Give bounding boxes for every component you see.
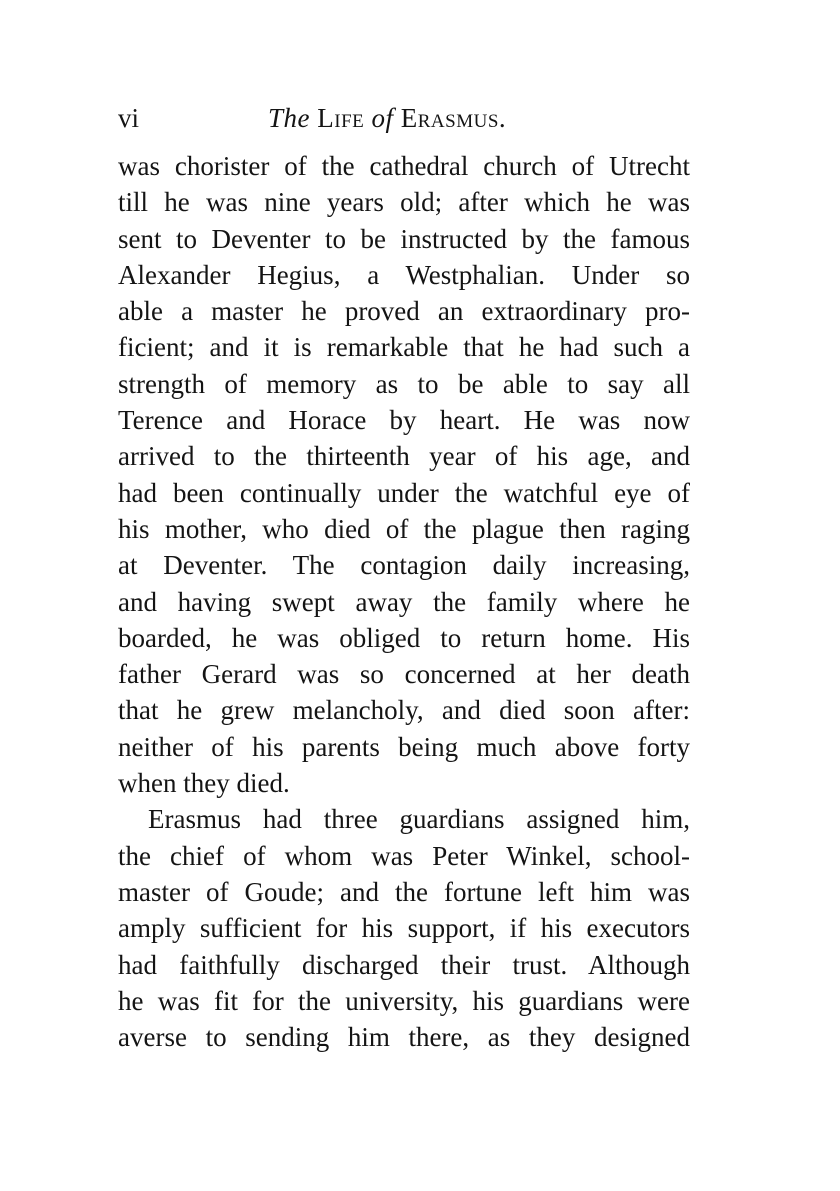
text-line: neither of his parents being much above forty (118, 731, 690, 762)
text-line: strength of memory as to be able to say all (118, 368, 690, 399)
paragraph-2 (118, 801, 690, 1055)
text-line: master of Goude; and the fortune left him was (118, 876, 690, 907)
text-line: at Deventer. The contagion daily increasing, (118, 550, 690, 581)
text-line: father Gerard was so concerned at her death (118, 659, 690, 690)
text-line: was chorister of the cathedral church of Utrecht (118, 151, 690, 181)
text-line: amply sufficient for his support, if his executors (118, 913, 690, 944)
text-line: he was fit for the university, his guardians were (118, 985, 690, 1016)
text-line: averse to sending him there, as they designed (118, 1022, 690, 1053)
text-line: had faithfully discharged their trust. Although (118, 949, 690, 980)
text-line: till he was nine years old; after which he was (118, 187, 690, 218)
text-line: arrived to the thirteenth year of his age, and (118, 441, 690, 472)
text-line: and having swept away the family where he (118, 586, 690, 617)
text-line: boarded, he was obliged to return home. His (118, 622, 690, 653)
text-line: had been continually under the watchful eye of (118, 477, 690, 508)
text-line: that he grew melancholy, and died soon after: (118, 695, 690, 726)
running-title-life: Life (317, 103, 365, 133)
text-line: Alexander Hegius, a Westphalian. Under so (118, 259, 690, 290)
text-line: Erasmus had three guardians assigned him, (148, 804, 690, 835)
page-header (118, 96, 698, 140)
text-line: the chief of whom was Peter Winkel, school- (118, 840, 690, 871)
text-line: ficient; and it is remarkable that he had such a (118, 332, 690, 363)
running-title (268, 96, 506, 140)
text-line: sent to Deventer to be instructed by the famous (118, 223, 690, 254)
running-title-of: of (371, 103, 394, 133)
text-line: Terence and Horace by heart. He was now (118, 405, 690, 436)
running-title-erasmus: Erasmus. (400, 103, 507, 133)
text-line: able a master he proved an extraordinary pro- (118, 296, 690, 327)
text-line: his mother, who died of the plague then raging (118, 513, 690, 544)
paragraph-1 (118, 148, 690, 801)
running-title-the: The (268, 103, 310, 133)
body-text (118, 148, 690, 1055)
text-line: when they died. (118, 768, 290, 799)
page-number: vi (118, 103, 140, 133)
